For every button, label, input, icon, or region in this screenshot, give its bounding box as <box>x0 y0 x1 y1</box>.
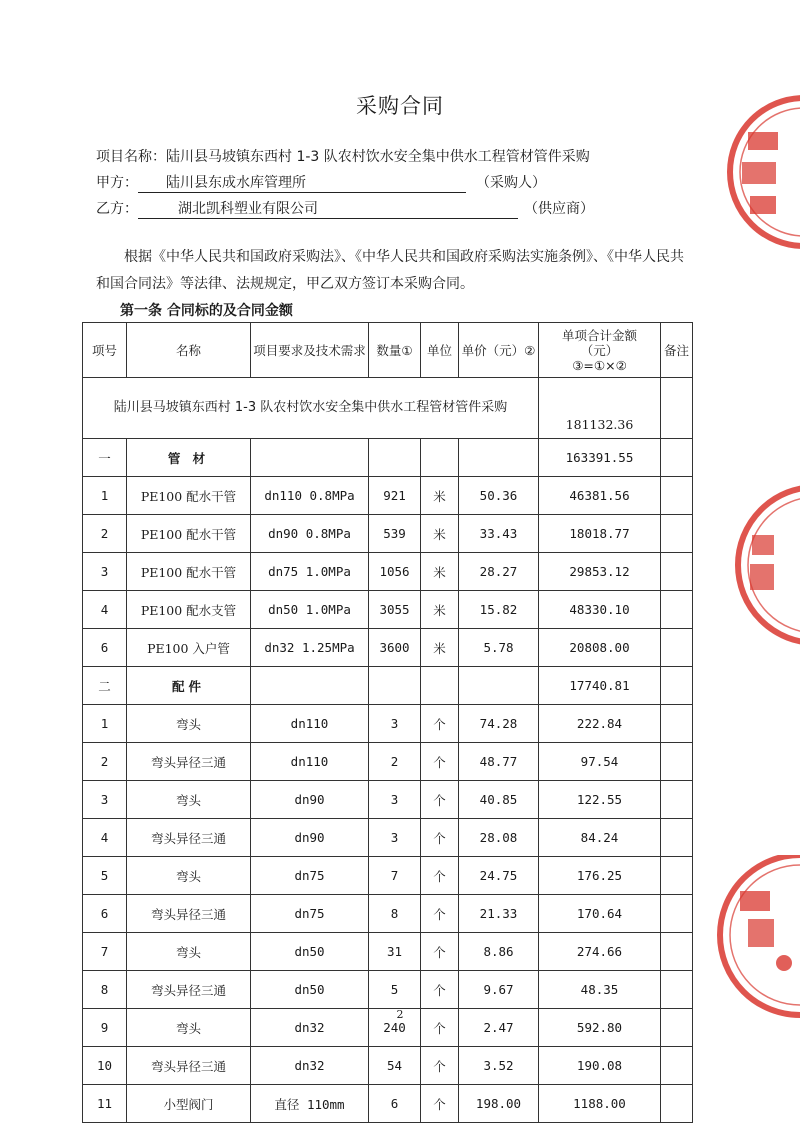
cell-total: 48330.10 <box>539 591 661 629</box>
cell-price: 5.78 <box>459 629 539 667</box>
table-row <box>83 553 693 591</box>
seal-bottom-right <box>700 855 800 1020</box>
cell-name: 弯头 <box>127 933 251 971</box>
party-a-line <box>96 172 546 193</box>
cell-name: PE100 配水干管 <box>127 553 251 591</box>
cell-price: 40.85 <box>459 781 539 819</box>
cell-total: 18018.77 <box>539 515 661 553</box>
cell-note <box>661 857 693 895</box>
cell-no: 2 <box>83 743 127 781</box>
cell-no: 1 <box>83 477 127 515</box>
cell-no: 8 <box>83 971 127 1009</box>
cell-note <box>661 819 693 857</box>
cell-spec: dn90 <box>251 819 369 857</box>
cell-qty: 3055 <box>369 591 421 629</box>
cell-spec: dn75 1.0MPa <box>251 553 369 591</box>
cell-spec: dn75 <box>251 857 369 895</box>
cell-unit: 个 <box>421 1085 459 1123</box>
intro-paragraph: 根据《中华人民共和国政府采购法》、《中华人民共和国政府采购法实施条例》、《中华人民共和国合同法》等法律、法规规定，甲乙双方签订本采购合同。 <box>96 249 684 292</box>
group-note <box>661 667 693 705</box>
cell-note <box>661 477 693 515</box>
cell-no: 3 <box>83 553 127 591</box>
group-no: 一 <box>83 439 127 477</box>
header-no: 项号 <box>83 323 127 378</box>
cell-total: 20808.00 <box>539 629 661 667</box>
header-total-line2: （元） <box>580 342 619 358</box>
cell-price: 74.28 <box>459 705 539 743</box>
contract-items-table <box>82 322 693 1123</box>
cell-qty: 6 <box>369 1085 421 1123</box>
cell-name: PE100 入户管 <box>127 629 251 667</box>
cell-qty: 3 <box>369 781 421 819</box>
cell-unit: 个 <box>421 743 459 781</box>
header-total-line3: ③=①×② <box>572 357 627 373</box>
cell-price: 28.08 <box>459 819 539 857</box>
cell-spec: dn32 1.25MPa <box>251 629 369 667</box>
table-row <box>83 743 693 781</box>
cell-qty: 2 <box>369 743 421 781</box>
group-qty <box>369 439 421 477</box>
cell-spec: dn110 <box>251 743 369 781</box>
group-unit <box>421 439 459 477</box>
group-price <box>459 667 539 705</box>
cell-qty: 54 <box>369 1047 421 1085</box>
cell-note <box>661 553 693 591</box>
cell-price: 2.47 <box>459 1009 539 1047</box>
cell-spec: 直径 110mm <box>251 1085 369 1123</box>
cell-note <box>661 781 693 819</box>
cell-price: 48.77 <box>459 743 539 781</box>
cell-note <box>661 591 693 629</box>
header-price: 单价（元）② <box>459 323 539 378</box>
cell-spec: dn32 <box>251 1047 369 1085</box>
cell-price: 24.75 <box>459 857 539 895</box>
cell-total: 592.80 <box>539 1009 661 1047</box>
table-row <box>83 477 693 515</box>
project-row-total: 181132.36 <box>539 378 661 439</box>
party-a-label: 甲方： <box>96 175 138 191</box>
cell-name: 弯头异径三通 <box>127 971 251 1009</box>
cell-spec: dn110 0.8MPa <box>251 477 369 515</box>
cell-qty: 5 <box>369 971 421 1009</box>
cell-no: 4 <box>83 819 127 857</box>
cell-unit: 个 <box>421 819 459 857</box>
table-row <box>83 971 693 1009</box>
cell-price: 50.36 <box>459 477 539 515</box>
cell-no: 1 <box>83 705 127 743</box>
cell-unit: 个 <box>421 857 459 895</box>
cell-spec: dn110 <box>251 705 369 743</box>
group-name: 配件 <box>127 667 251 705</box>
cell-total: 1188.00 <box>539 1085 661 1123</box>
group-unit <box>421 667 459 705</box>
cell-price: 21.33 <box>459 895 539 933</box>
cell-no: 10 <box>83 1047 127 1085</box>
cell-qty: 3 <box>369 819 421 857</box>
cell-name: 小型阀门 <box>127 1085 251 1123</box>
cell-qty: 31 <box>369 933 421 971</box>
group-total: 163391.55 <box>539 439 661 477</box>
group-row <box>83 667 693 705</box>
cell-price: 9.67 <box>459 971 539 1009</box>
cell-name: 弯头 <box>127 705 251 743</box>
cell-qty: 7 <box>369 857 421 895</box>
cell-spec: dn75 <box>251 895 369 933</box>
cell-name: 弯头异径三通 <box>127 895 251 933</box>
group-note <box>661 439 693 477</box>
party-a-role: （采购人） <box>476 175 546 191</box>
table-row <box>83 781 693 819</box>
section-title: 第一条 合同标的及合同金额 <box>120 303 293 319</box>
cell-note <box>661 743 693 781</box>
cell-note <box>661 515 693 553</box>
cell-total: 122.55 <box>539 781 661 819</box>
cell-price: 28.27 <box>459 553 539 591</box>
cell-spec: dn50 1.0MPa <box>251 591 369 629</box>
cell-unit: 个 <box>421 895 459 933</box>
cell-spec: dn90 0.8MPa <box>251 515 369 553</box>
cell-name: 弯头 <box>127 857 251 895</box>
cell-total: 48.35 <box>539 971 661 1009</box>
cell-qty: 8 <box>369 895 421 933</box>
cell-name: 弯头异径三通 <box>127 1047 251 1085</box>
cell-qty: 3600 <box>369 629 421 667</box>
cell-qty: 3 <box>369 705 421 743</box>
table-row <box>83 933 693 971</box>
table-row <box>83 629 693 667</box>
cell-note <box>661 933 693 971</box>
cell-name: 弯头异径三通 <box>127 743 251 781</box>
cell-name: PE100 配水干管 <box>127 477 251 515</box>
cell-spec: dn50 <box>251 933 369 971</box>
seal-top-right <box>718 92 800 252</box>
cell-no: 9 <box>83 1009 127 1047</box>
cell-total: 222.84 <box>539 705 661 743</box>
cell-qty: 539 <box>369 515 421 553</box>
cell-unit: 个 <box>421 1009 459 1047</box>
cell-qty: 240 <box>369 1009 421 1047</box>
group-spec <box>251 439 369 477</box>
cell-no: 7 <box>83 933 127 971</box>
group-row <box>83 439 693 477</box>
cell-qty: 921 <box>369 477 421 515</box>
cell-no: 2 <box>83 515 127 553</box>
cell-spec: dn50 <box>251 971 369 1009</box>
table-row <box>83 857 693 895</box>
cell-note <box>661 629 693 667</box>
cell-note <box>661 705 693 743</box>
group-no: 二 <box>83 667 127 705</box>
cell-name: PE100 配水支管 <box>127 591 251 629</box>
cell-price: 3.52 <box>459 1047 539 1085</box>
header-unit: 单位 <box>421 323 459 378</box>
cell-qty: 1056 <box>369 553 421 591</box>
cell-name: 弯头 <box>127 1009 251 1047</box>
table-row <box>83 1047 693 1085</box>
party-a-name: 陆川县东成水库管理所 <box>138 174 466 193</box>
group-total: 17740.81 <box>539 667 661 705</box>
cell-note <box>661 971 693 1009</box>
party-b-line <box>96 198 594 219</box>
page-number: 2 <box>396 1008 404 1021</box>
cell-name: 弯头 <box>127 781 251 819</box>
cell-price: 8.86 <box>459 933 539 971</box>
table-row <box>83 705 693 743</box>
project-line <box>96 146 590 166</box>
cell-no: 4 <box>83 591 127 629</box>
group-price <box>459 439 539 477</box>
header-name: 名称 <box>127 323 251 378</box>
party-b-role: （供应商） <box>524 201 594 217</box>
cell-no: 5 <box>83 857 127 895</box>
cell-no: 6 <box>83 895 127 933</box>
table-row <box>83 591 693 629</box>
cell-total: 29853.12 <box>539 553 661 591</box>
cell-note <box>661 1085 693 1123</box>
cell-note <box>661 895 693 933</box>
cell-total: 274.66 <box>539 933 661 971</box>
cell-unit: 米 <box>421 629 459 667</box>
table-row <box>83 515 693 553</box>
cell-unit: 个 <box>421 781 459 819</box>
cell-price: 198.00 <box>459 1085 539 1123</box>
table-row <box>83 1085 693 1123</box>
header-total-line1: 单项合计金额 <box>561 327 637 343</box>
cell-total: 97.54 <box>539 743 661 781</box>
cell-price: 15.82 <box>459 591 539 629</box>
page-title: 采购合同 <box>356 94 444 118</box>
cell-total: 176.25 <box>539 857 661 895</box>
cell-no: 6 <box>83 629 127 667</box>
cell-unit: 米 <box>421 515 459 553</box>
cell-total: 46381.56 <box>539 477 661 515</box>
cell-spec: dn32 <box>251 1009 369 1047</box>
cell-no: 11 <box>83 1085 127 1123</box>
cell-unit: 个 <box>421 705 459 743</box>
header-spec: 项目要求及技术需求 <box>251 323 369 378</box>
cell-total: 84.24 <box>539 819 661 857</box>
cell-name: 弯头异径三通 <box>127 819 251 857</box>
cell-price: 33.43 <box>459 515 539 553</box>
cell-unit: 个 <box>421 971 459 1009</box>
table-header-row <box>83 323 693 378</box>
table-row <box>83 895 693 933</box>
project-label: 项目名称： <box>96 149 166 165</box>
cell-unit: 米 <box>421 591 459 629</box>
project-row-name: 陆川县马坡镇东西村 1-3 队农村饮水安全集中供水工程管材管件采购 <box>83 378 539 439</box>
cell-spec: dn90 <box>251 781 369 819</box>
cell-total: 190.08 <box>539 1047 661 1085</box>
cell-unit: 个 <box>421 1047 459 1085</box>
party-b-label: 乙方： <box>96 201 138 217</box>
group-spec <box>251 667 369 705</box>
party-b-name: 湖北凯科塑业有限公司 <box>138 200 518 219</box>
cell-unit: 米 <box>421 553 459 591</box>
group-name: 管 材 <box>127 439 251 477</box>
project-total-row <box>83 378 693 439</box>
cell-total: 170.64 <box>539 895 661 933</box>
cell-no: 3 <box>83 781 127 819</box>
cell-unit: 米 <box>421 477 459 515</box>
header-qty: 数量① <box>369 323 421 378</box>
group-qty <box>369 667 421 705</box>
project-name: 陆川县马坡镇东西村 1-3 队农村饮水安全集中供水工程管材管件采购 <box>166 149 590 165</box>
seal-middle-right <box>730 480 800 650</box>
cell-unit: 个 <box>421 933 459 971</box>
header-note: 备注 <box>661 323 693 378</box>
cell-note <box>661 1047 693 1085</box>
project-row-note <box>661 378 693 439</box>
header-total <box>539 323 661 378</box>
table-row <box>83 819 693 857</box>
cell-name: PE100 配水干管 <box>127 515 251 553</box>
